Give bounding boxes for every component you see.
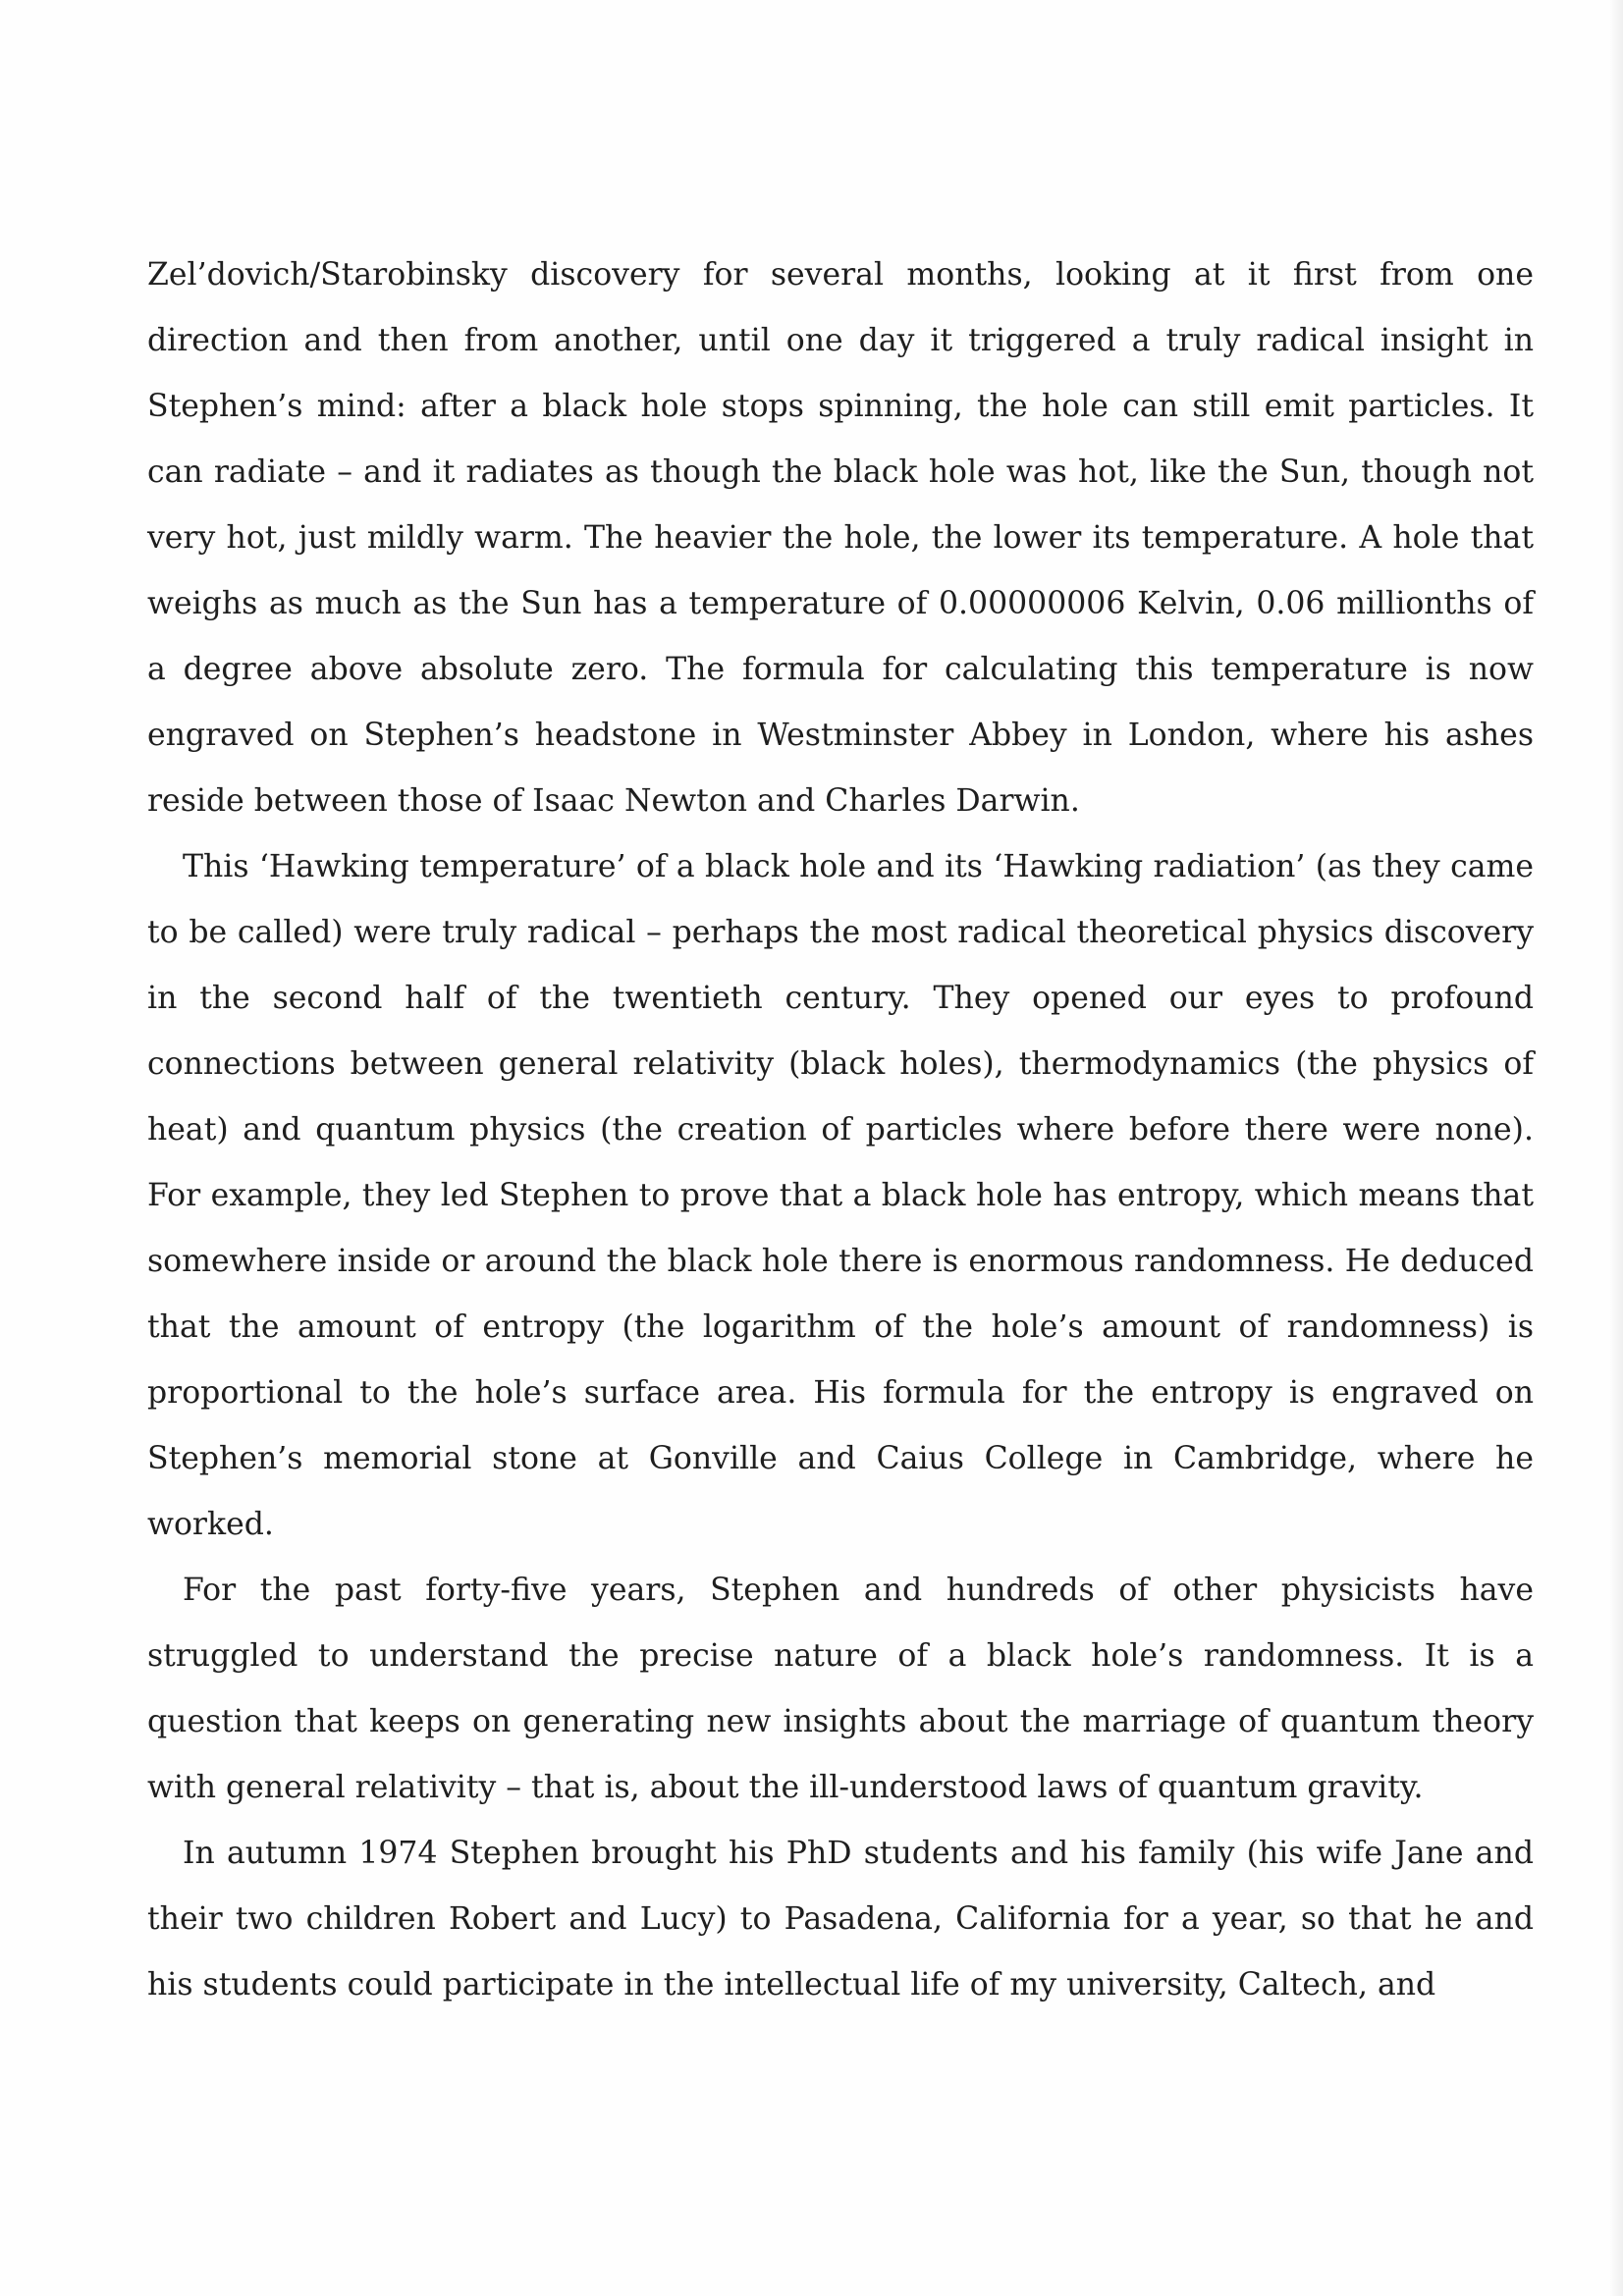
- paragraph-randomness: For the past forty-five years, Stephen and hundreds of other physicists have struggled to understand the precise nature of a black hole’s randomness. It is a question that keeps on generating new insights about the marriage of quantum theory with general relativity – that is, about the ill-understood laws of quantum gravity.: [147, 1573, 1534, 1805]
- page-edge-shadow: [1609, 0, 1623, 2296]
- paragraph-hawking-temperature: This ‘Hawking temperature’ of a black hole and its ‘Hawking radiation’ (as they came to be called) were truly radical – perhaps the most radical theoretical physics discovery in the second half of the twentieth century. They opened our eyes to profound connections between general relativity (black holes), thermodynamics (the physics of heat) and quantum physics (the creation of particles where before there were none). For example, they led Stephen to prove that a black hole has entropy, which means that somewhere inside or around the black hole there is enormous randomness. He deduced that the amount of entropy (the logarithm of the hole’s amount of randomness) is proportional to the hole’s surface area. His formula for the entropy is engraved on Stephen’s memorial stone at Gonville and Caius College in Cambridge, where he worked.: [147, 849, 1534, 1542]
- paragraph-continuation: Zel’dovich/Starobinsky discovery for several months, looking at it first from one direction and then from another, until one day it triggered a truly radical insight in Stephen’s mind: after a black hole stops spinning, the hole can still emit particles. It can radiate – and it radiates as though the black hole was hot, like the Sun, though not very hot, just mildly warm. The heavier the hole, the lower its temperature. A hole that weighs as much as the Sun has a temperature of 0.00000006 Kelvin, 0.06 millionths of a degree above absolute zero. The formula for calculating this temperature is now engraved on Stephen’s headstone in Westminster Abbey in London, where his ashes reside between those of Isaac Newton and Charles Darwin.: [147, 257, 1534, 819]
- body-text: [147, 242, 1534, 2018]
- paragraph-pasadena: In autumn 1974 Stephen brought his PhD students and his family (his wife Jane and their two children Robert and Lucy) to Pasadena, California for a year, so that he and his students could participate in the intellectual life of my university, Caltech, and: [147, 1836, 1534, 2002]
